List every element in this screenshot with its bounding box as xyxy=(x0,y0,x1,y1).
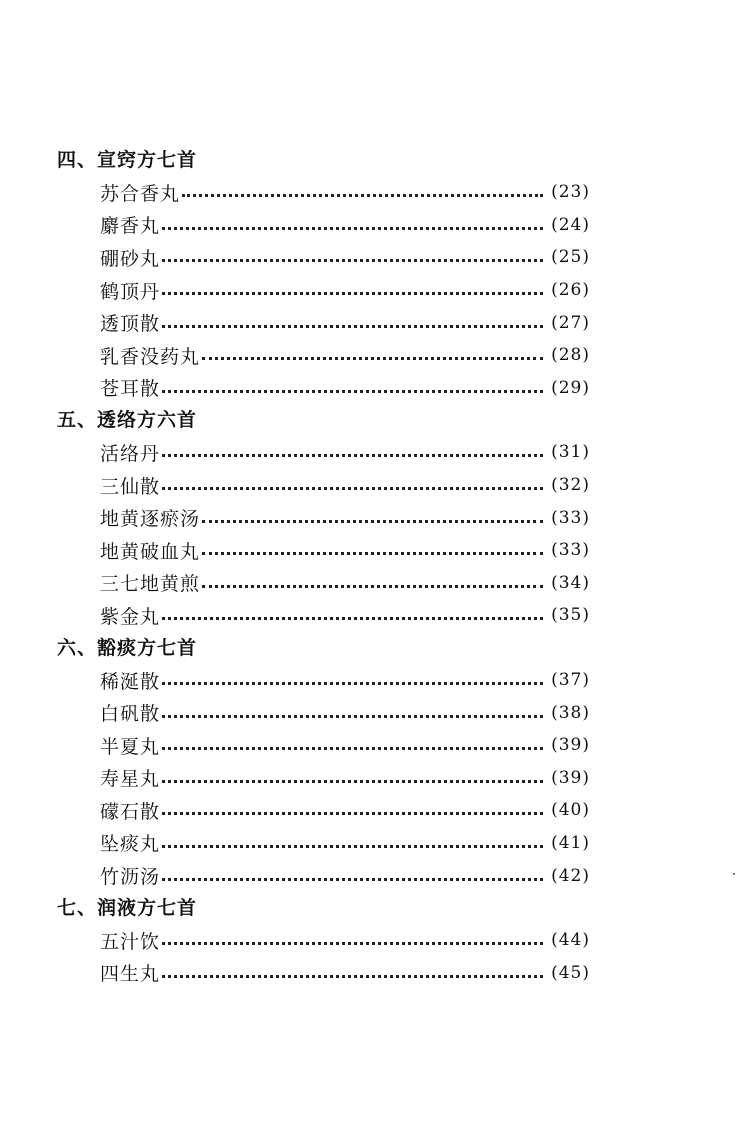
section-heading: 七、润液方七首 xyxy=(57,896,198,919)
toc-entry xyxy=(100,599,590,632)
entry-page-number: (23) xyxy=(551,182,590,203)
section-heading: 五、透络方六首 xyxy=(57,409,198,432)
toc-entry xyxy=(100,827,590,860)
entry-page-number: (33) xyxy=(551,540,590,561)
section-heading: 六、豁痰方七首 xyxy=(57,636,198,659)
entry-page-number: (34) xyxy=(551,572,590,593)
entry-page-number: (31) xyxy=(551,442,590,463)
toc-entry xyxy=(100,436,590,469)
dot-leader xyxy=(162,258,543,262)
toc-entry xyxy=(100,209,590,242)
entry-page-number: (25) xyxy=(551,247,590,268)
entry-title: 礞石散 xyxy=(100,800,161,823)
dot-leader xyxy=(162,941,543,945)
entry-title: 苏合香丸 xyxy=(100,182,181,205)
entry-page-number: (42) xyxy=(551,865,590,886)
toc-entry xyxy=(100,924,590,957)
toc-entry xyxy=(100,372,590,405)
entry-title: 寿星丸 xyxy=(100,768,161,791)
toc-entry xyxy=(100,664,590,697)
dot-leader xyxy=(182,193,543,197)
dot-leader xyxy=(202,551,543,555)
entry-page-number: (37) xyxy=(551,670,590,691)
dot-leader xyxy=(202,519,543,523)
toc-entry xyxy=(100,534,590,567)
entry-title: 竹沥汤 xyxy=(100,866,161,889)
entry-title: 半夏丸 xyxy=(100,735,161,758)
toc-entry xyxy=(100,176,590,209)
entry-title: 三七地黄煎 xyxy=(100,573,201,596)
entry-title: 麝香丸 xyxy=(100,215,161,238)
entry-page-number: (28) xyxy=(551,345,590,366)
entry-page-number: (45) xyxy=(551,962,590,983)
entry-page-number: (35) xyxy=(551,605,590,626)
entry-title: 紫金丸 xyxy=(100,605,161,628)
section-heading: 四、宣窍方七首 xyxy=(57,149,198,171)
entry-title: 地黄破血丸 xyxy=(100,540,201,563)
toc-entry xyxy=(100,274,590,307)
entry-page-number: (38) xyxy=(551,702,590,723)
toc-entry xyxy=(100,567,590,600)
toc-entry xyxy=(100,501,590,534)
entry-page-number: (44) xyxy=(551,930,590,951)
dot-leader xyxy=(162,877,543,881)
entry-page-number: (39) xyxy=(551,767,590,788)
entry-title: 稀涎散 xyxy=(100,670,161,693)
dot-leader xyxy=(162,324,543,328)
entry-title: 鹤顶丹 xyxy=(100,280,161,303)
entry-title: 坠痰丸 xyxy=(100,833,161,856)
entry-page-number: (26) xyxy=(551,280,590,301)
dot-leader xyxy=(162,389,543,393)
entry-page-number: (33) xyxy=(551,507,590,528)
entry-title: 白矾散 xyxy=(100,703,161,726)
entry-page-number: (32) xyxy=(551,475,590,496)
dot-leader xyxy=(162,779,543,783)
entry-title: 四生丸 xyxy=(100,963,161,986)
dot-leader xyxy=(202,584,543,588)
table-of-contents xyxy=(0,144,754,989)
toc-entry xyxy=(100,794,590,827)
dot-leader xyxy=(162,974,543,978)
entry-title: 乳香没药丸 xyxy=(100,345,201,368)
toc-entry xyxy=(100,306,590,339)
entry-page-number: (41) xyxy=(551,832,590,853)
dot-leader xyxy=(162,746,543,750)
dot-leader xyxy=(162,681,543,685)
entry-title: 五汁饮 xyxy=(100,930,161,953)
entry-page-number: (27) xyxy=(551,312,590,333)
dot-leader xyxy=(162,714,543,718)
toc-entry xyxy=(100,729,590,762)
entry-title: 透顶散 xyxy=(100,313,161,336)
dot-leader xyxy=(162,844,543,848)
entry-title: 活络丹 xyxy=(100,442,161,465)
entry-page-number: (29) xyxy=(551,377,590,398)
dot-leader xyxy=(162,453,543,457)
toc-entry xyxy=(100,241,590,274)
dot-leader xyxy=(162,486,543,490)
dot-leader xyxy=(202,356,543,360)
toc-entry xyxy=(100,696,590,729)
toc-entry xyxy=(100,339,590,372)
dot-leader xyxy=(162,616,543,620)
entry-page-number: (24) xyxy=(551,214,590,235)
toc-entry xyxy=(100,956,590,989)
entry-page-number: (40) xyxy=(551,800,590,821)
entry-title: 硼砂丸 xyxy=(100,247,161,270)
dot-leader xyxy=(162,811,543,815)
entry-title: 三仙散 xyxy=(100,475,161,498)
toc-entry xyxy=(100,859,590,892)
scan-speck xyxy=(733,873,735,875)
toc-entry xyxy=(100,469,590,502)
entry-page-number: (39) xyxy=(551,735,590,756)
dot-leader xyxy=(162,291,543,295)
toc-entry xyxy=(100,762,590,795)
dot-leader xyxy=(162,226,543,230)
entry-title: 地黄逐瘀汤 xyxy=(100,508,201,531)
entry-title: 苍耳散 xyxy=(100,378,161,401)
